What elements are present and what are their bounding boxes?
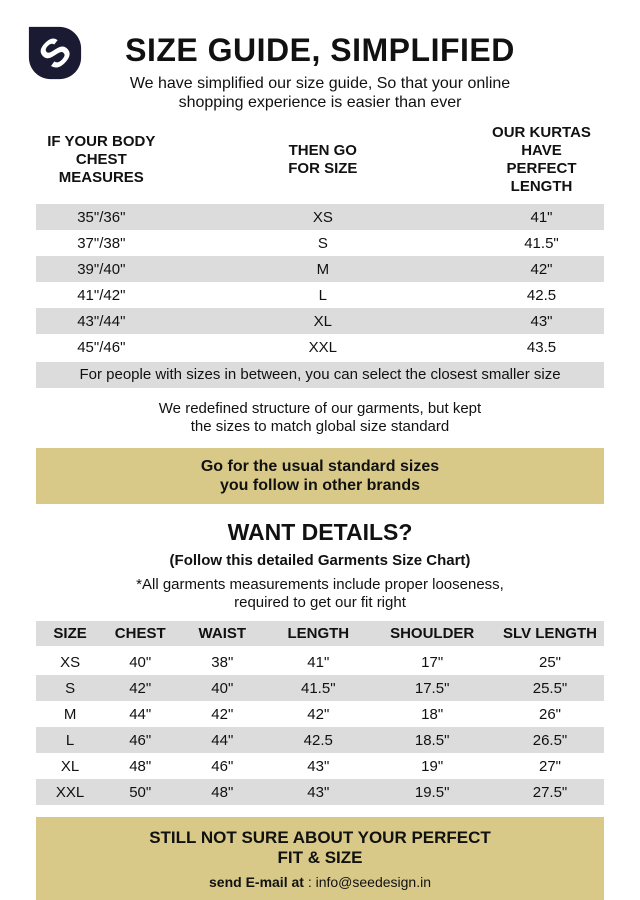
table-cell: XS: [60, 653, 81, 671]
column-header: SHOULDER: [390, 625, 475, 642]
details-subheading: (Follow this detailed Garments Size Chart): [169, 552, 471, 569]
email-address: info@seedesign.in: [315, 874, 431, 890]
svg-text:S: S: [30, 28, 81, 79]
column-header: WAIST: [198, 625, 247, 642]
table-cell: 43": [307, 783, 330, 801]
table-cell: 42.5: [526, 286, 557, 304]
table-cell: 42.5: [303, 731, 333, 749]
page-title: SIZE GUIDE, SIMPLIFIED: [125, 32, 515, 68]
table-cell: 39"/40": [77, 260, 126, 278]
table-cell: 18.5": [414, 731, 450, 749]
table-cell: S: [65, 679, 76, 697]
size-map-row: [36, 204, 604, 230]
table-cell: 43"/44": [77, 312, 126, 330]
page-header: [0, 0, 640, 112]
garment-size-row: [36, 649, 604, 675]
brand-logo-icon: [28, 26, 82, 80]
garment-size-row: [36, 779, 604, 805]
contact-line2: FIT & SIZE: [277, 848, 363, 867]
between-sizes-note: For people with sizes in between, you can select the closest smaller size: [36, 362, 604, 388]
header-line: IF YOUR BODY: [47, 133, 156, 150]
table-cell: 40": [129, 653, 152, 671]
detail-table-body: [36, 649, 604, 805]
table-cell: 42": [530, 260, 553, 278]
contact-line1: STILL NOT SURE ABOUT YOUR PERFECT: [149, 828, 491, 847]
table-cell: 46": [211, 757, 234, 775]
table-cell: 50": [129, 783, 152, 801]
table-cell: 48": [211, 783, 234, 801]
table-cell: 43": [530, 312, 553, 330]
table-cell: 42": [211, 705, 234, 723]
table-cell: 25": [538, 653, 561, 671]
email-label: send E-mail at: [209, 874, 304, 890]
table-cell: L: [318, 286, 327, 304]
redefined-line2: the sizes to match global size standard: [190, 418, 450, 435]
garment-size-row: [36, 753, 604, 779]
column-header: SLV LENGTH: [503, 625, 597, 642]
column-header: LENGTH: [287, 625, 350, 642]
table-cell: XL: [60, 757, 80, 775]
table-cell: 41.5": [524, 234, 559, 252]
table-cell: 19.5": [414, 783, 450, 801]
redefined-line1: We redefined structure of our garments, but kept: [158, 400, 482, 417]
garment-size-row: [36, 675, 604, 701]
header-line: THEN GO: [288, 142, 357, 159]
looseness-line1: *All garments measurements include proper looseness,: [136, 576, 504, 593]
size-map-row: [36, 256, 604, 282]
header-line: CHEST MEASURES: [58, 151, 144, 186]
table-cell: 41": [307, 653, 330, 671]
email-separator: :: [307, 874, 312, 890]
details-heading: WANT DETAILS?: [227, 519, 413, 545]
simple-table-body: [36, 204, 604, 360]
table-cell: 17.5": [414, 679, 450, 697]
garments-size-table: [36, 621, 604, 805]
header-line: PERFECT LENGTH: [506, 160, 577, 195]
column-header: CHEST: [114, 625, 166, 642]
column-header-kurta-length: [479, 124, 604, 196]
table-cell: M: [63, 705, 77, 723]
garment-size-row: [36, 701, 604, 727]
banner-standard-line2: you follow in other brands: [220, 477, 420, 494]
table-cell: 19": [421, 757, 444, 775]
table-cell: 41"/42": [77, 286, 126, 304]
subtitle-line2: shopping experience is easier than ever: [178, 94, 462, 111]
table-cell: 17": [421, 653, 444, 671]
table-cell: 27": [538, 757, 561, 775]
table-cell: 43.5: [526, 338, 557, 356]
size-map-row: [36, 308, 604, 334]
banner-standard-line1: Go for the usual standard sizes: [200, 458, 440, 475]
table-cell: 45"/46": [77, 338, 126, 356]
size-map-row: [36, 334, 604, 360]
table-cell: XXL: [55, 783, 85, 801]
table-cell: 26.5": [532, 731, 568, 749]
contact-email-line: [36, 874, 604, 890]
table-cell: S: [317, 234, 328, 252]
header-line: OUR KURTAS HAVE: [492, 124, 591, 159]
table-cell: 44": [211, 731, 234, 749]
column-header-go-for-size: [167, 124, 479, 196]
table-cell: 43": [307, 757, 330, 775]
subtitle-line1: We have simplified our size guide, So that your online: [129, 75, 511, 92]
redefined-note: [0, 400, 640, 436]
table-cell: 41": [530, 208, 553, 226]
table-cell: 27.5": [532, 783, 568, 801]
page-subtitle: [0, 74, 640, 112]
contact-banner: [36, 817, 604, 900]
table-cell: 25.5": [532, 679, 568, 697]
table-cell: 42": [307, 705, 330, 723]
table-cell: 41.5": [301, 679, 336, 697]
detail-table-header-row: [36, 621, 604, 646]
simple-size-table: [36, 124, 604, 388]
looseness-note: [0, 576, 640, 612]
simple-table-header-row: [36, 124, 604, 196]
table-cell: M: [316, 260, 330, 278]
column-header-body-chest: [36, 124, 167, 196]
table-cell: L: [65, 731, 75, 749]
table-cell: 48": [129, 757, 152, 775]
table-cell: XS: [312, 208, 333, 226]
table-cell: 26": [538, 705, 561, 723]
table-cell: XXL: [308, 338, 337, 356]
table-cell: XL: [313, 312, 332, 330]
size-map-row: [36, 230, 604, 256]
table-cell: 42": [129, 679, 152, 697]
table-cell: 18": [421, 705, 444, 723]
size-map-row: [36, 282, 604, 308]
contact-title: [36, 828, 604, 868]
table-cell: 35"/36": [77, 208, 126, 226]
garment-size-row: [36, 727, 604, 753]
table-cell: 40": [211, 679, 234, 697]
table-cell: 38": [211, 653, 234, 671]
standard-sizes-banner: [36, 448, 604, 504]
column-header: SIZE: [53, 625, 87, 642]
table-cell: 44": [129, 705, 152, 723]
table-cell: 46": [129, 731, 152, 749]
header-line: FOR SIZE: [288, 160, 358, 177]
table-cell: 37"/38": [77, 234, 126, 252]
looseness-line2: required to get our fit right: [234, 594, 406, 611]
